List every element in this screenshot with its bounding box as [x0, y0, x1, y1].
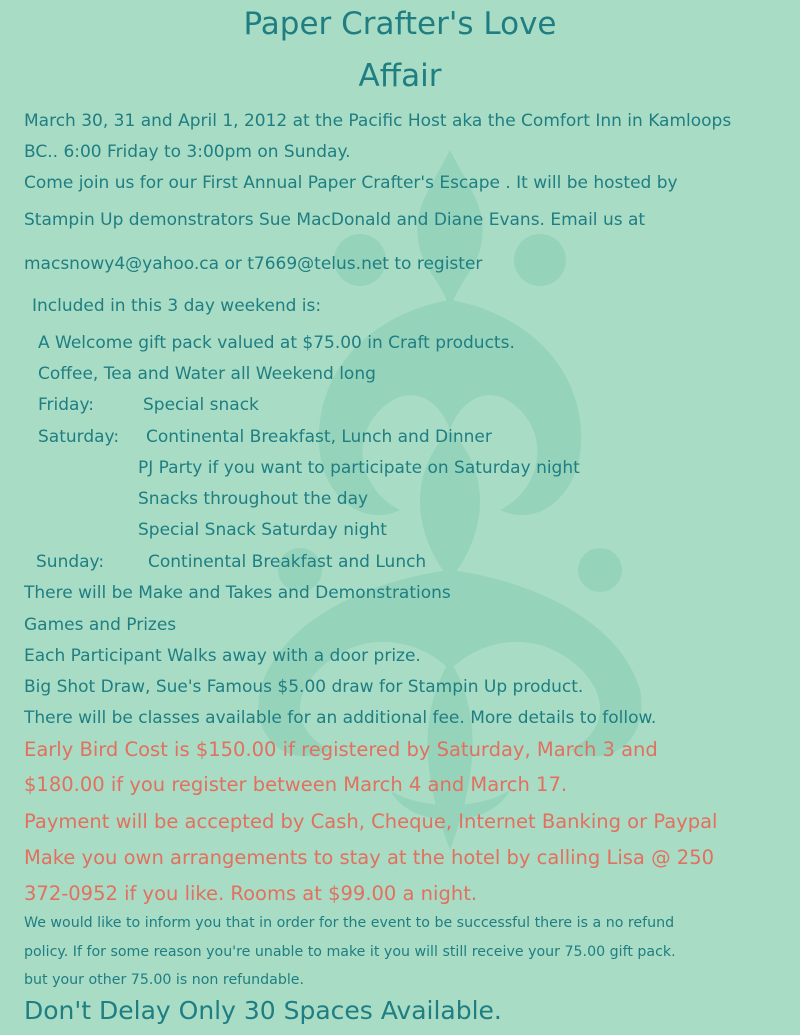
title-line-2: Affair	[358, 58, 442, 94]
intro-line: Stampin Up demonstrators Sue MacDonald and Diane Evans. Email us at	[24, 210, 646, 230]
contact-emails: macsnowy4@yahoo.ca or t7669@telus.net to register	[24, 254, 483, 274]
policy-line: policy. If for some reason you're unable to make it you will still receive your 75.00 gift pack.	[24, 944, 676, 960]
intro-line: March 30, 31 and April 1, 2012 at the Pacific Host aka the Comfort Inn in Kamloops	[24, 111, 732, 131]
extra-line: There will be classes available for an additional fee. More details to follow.	[24, 708, 657, 728]
hotel-line: 372-0952 if you like. Rooms at $99.00 a night.	[24, 882, 478, 905]
extra-line: There will be Make and Takes and Demonstrations	[24, 583, 451, 603]
schedule-item: Special Snack Saturday night	[138, 520, 387, 540]
closing-callout: Don't Delay Only 30 Spaces Available.	[24, 996, 502, 1025]
included-item: Coffee, Tea and Water all Weekend long	[38, 364, 376, 384]
schedule-item: PJ Party if you want to participate on Saturday night	[138, 458, 580, 478]
hotel-line: Make you own arrangements to stay at the hotel by calling Lisa @ 250	[24, 846, 715, 869]
extra-line: Games and Prizes	[24, 615, 177, 635]
cost-line: $180.00 if you register between March 4 and March 17.	[24, 773, 568, 796]
intro-line: BC.. 6:00 Friday to 3:00pm on Sunday.	[24, 142, 351, 162]
cost-line: Early Bird Cost is $150.00 if registered by Saturday, March 3 and	[24, 738, 658, 761]
policy-line: We would like to inform you that in order for the event to be successful there is a no refund	[24, 915, 675, 931]
extra-line: Big Shot Draw, Sue's Famous $5.00 draw for Stampin Up product.	[24, 677, 584, 697]
extra-line: Each Participant Walks away with a door prize.	[24, 646, 421, 666]
schedule-item: Continental Breakfast, Lunch and Dinner	[146, 427, 492, 447]
policy-line: but your other 75.00 is non refundable.	[24, 972, 305, 988]
included-heading: Included in this 3 day weekend is:	[32, 296, 322, 316]
day-label: Saturday:	[38, 427, 120, 447]
schedule-item: Special snack	[143, 395, 259, 415]
schedule-item: Snacks throughout the day	[138, 489, 369, 509]
day-label: Sunday:	[36, 552, 105, 572]
schedule-item: Continental Breakfast and Lunch	[148, 552, 427, 572]
included-item: A Welcome gift pack valued at $75.00 in Craft products.	[38, 333, 515, 353]
title-line-1: Paper Crafter's Love	[243, 6, 557, 42]
payment-line: Payment will be accepted by Cash, Cheque, Internet Banking or Paypal	[24, 810, 718, 833]
day-label: Friday:	[38, 395, 95, 415]
intro-line: Come join us for our First Annual Paper Crafter's Escape . It will be hosted by	[24, 173, 678, 193]
